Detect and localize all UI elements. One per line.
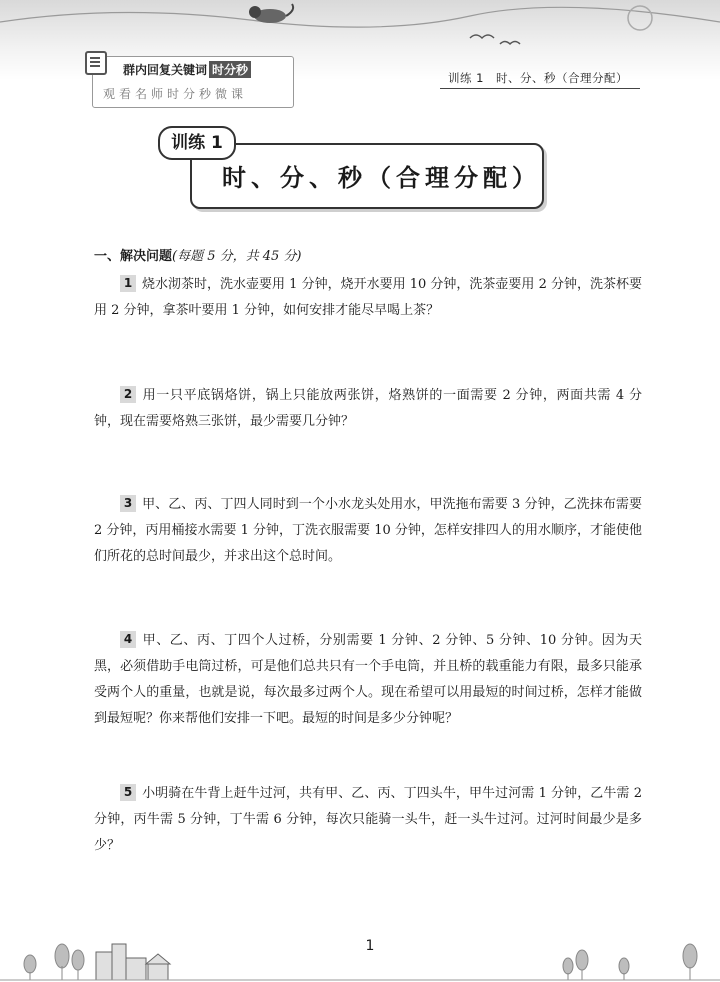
badge-subtitle: 观看名师时分秒微课 (103, 87, 248, 101)
running-head-rule (440, 88, 640, 89)
problem-text: 小明骑在牛背上赶牛过河，共有甲、乙、丙、丁四头牛，甲牛过河需 1 分钟，乙牛需 2 分钟，丙牛需 5 分钟，丁牛需 6 分钟，每次只能骑一头牛，赶一头牛过河。过河时间最少是多少？ (94, 786, 642, 853)
problem-4 (94, 628, 642, 732)
problem-3 (94, 492, 642, 570)
badge-keyword: 时分秒 (209, 61, 251, 78)
badge-prefix: 群内回复关键词 (123, 63, 208, 77)
birds-illustration (470, 35, 520, 44)
problem-text: 用一只平底锅烙饼，锅上只能放两张饼，烙熟饼的一面需要 2 分钟，两面共需 4 分钟，现在需要烙熟三张饼，最少需要几分钟？ (94, 388, 642, 429)
problem-5 (94, 781, 642, 859)
running-head: 训练 1 时、分、秒（合理分配） (448, 71, 628, 85)
problem-number: 1 (120, 275, 136, 292)
header-decoration-art (0, 0, 720, 60)
section-heading-label: 一、解决问题 (94, 249, 173, 264)
page-number: 1 (365, 938, 375, 954)
swirl-decoration (628, 6, 652, 30)
problem-number: 2 (120, 386, 136, 403)
badge-keyword-line (123, 61, 251, 78)
section-heading (94, 245, 302, 264)
problem-2 (94, 383, 642, 435)
problem-text: 烧水沏茶时，洗水壶要用 1 分钟，烧开水要用 10 分钟，洗茶壶要用 2 分钟，洗茶杯要用 2 分钟，拿茶叶要用 1 分钟，如何安排才能尽早喝上茶？ (94, 277, 642, 318)
qr-keyword-badge (92, 56, 294, 108)
document-icon (85, 51, 107, 75)
problem-text: 甲、乙、丙、丁四人同时到一个小水龙头处用水，甲洗拖布需要 3 分钟，乙洗抹布需要 2 分钟，丙用桶接水需要 1 分钟，丁洗衣服需要 10 分钟，怎样安排四人的用水顺序，才能使他们所花的总时间最少，并求出这个总时间。 (94, 497, 642, 564)
problem-number: 4 (120, 631, 136, 648)
lesson-tab: 训练 1 (158, 126, 236, 160)
problem-1 (94, 272, 642, 324)
problem-number: 5 (120, 784, 136, 801)
problem-number: 3 (120, 495, 136, 512)
section-scoring-note: (每题 5 分，共 45 分) (172, 249, 302, 264)
town-buildings-illustration (96, 944, 170, 980)
page-title: 时、分、秒（合理分配） (222, 164, 541, 192)
problem-text: 甲、乙、丙、丁四个人过桥，分别需要 1 分钟、2 分钟、5 分钟、10 分钟。因为天黑，必须借助手电筒过桥，可是他们总共只有一个手电筒，并且桥的载重能力有限，最多只能承受两个人的重量，也就是说，每次最多过两个人。现在希望可以用最短的时间过桥，怎样才能做到最短呢？你来帮他们安排一下吧。最短的时间是多少分钟呢？ (94, 633, 642, 726)
